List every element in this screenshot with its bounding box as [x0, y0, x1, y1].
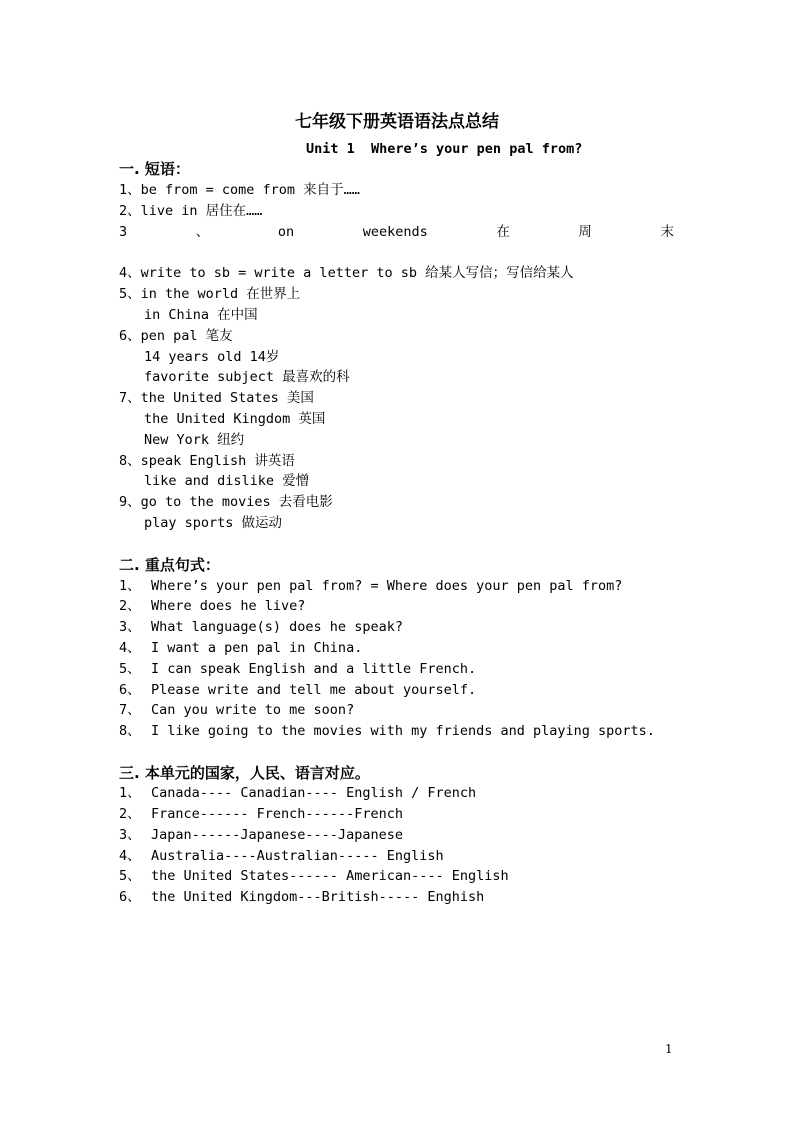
phrase-word: 在: [496, 224, 510, 240]
unit-title: Unit 1 Where’s your pen pal from?: [306, 141, 583, 157]
page-title: 七年级下册英语语法点总结: [295, 112, 499, 132]
country-line: [119, 783, 476, 804]
phrase-word: 末: [660, 224, 674, 240]
phrase-line: New York 纽约: [144, 432, 245, 448]
sentence-number: 7、: [119, 702, 141, 718]
phrase-line: 1、be from = come from 来自于……: [119, 182, 360, 198]
sentence-text: Can you write to me soon?: [151, 702, 355, 718]
country-number: 3、: [119, 827, 141, 843]
phrase-line: favorite subject 最喜欢的科: [144, 369, 350, 385]
country-text: Canada---- Canadian---- English / French: [151, 785, 477, 801]
phrase-line: 9、go to the movies 去看电影: [119, 494, 333, 510]
country-line: [119, 846, 444, 867]
sentence-line: [119, 576, 622, 597]
country-text: the United States------ American---- English: [151, 868, 509, 884]
country-number: 6、: [119, 889, 141, 905]
sentence-line: [119, 617, 403, 638]
sentence-line: [119, 659, 476, 680]
phrase-line: 5、in the world 在世界上: [119, 286, 301, 302]
phrase-line: play sports 做运动: [144, 515, 283, 531]
phrase-line: 8、speak English 讲英语: [119, 453, 295, 469]
phrase-line: like and dislike 爱憎: [144, 473, 310, 489]
phrase-line: 4、write to sb = write a letter to sb 给某人写信；写信给某人: [119, 265, 574, 281]
section-heading-countries: 三. 本单元的国家，人民、语言对应。: [119, 764, 370, 782]
country-number: 5、: [119, 868, 141, 884]
sentence-text: I like going to the movies with my friends and playing sports.: [151, 723, 655, 739]
phrase-word: 周: [578, 224, 592, 240]
phrase-line: in China 在中国: [144, 307, 258, 323]
sentence-text: I can speak English and a little French.: [151, 661, 477, 677]
country-text: France------ French------French: [151, 806, 403, 822]
country-line: [119, 825, 403, 846]
phrase-line: 14 years old 14岁: [144, 349, 280, 365]
sentence-number: 3、: [119, 619, 141, 635]
country-line: [119, 887, 484, 908]
country-number: 1、: [119, 785, 141, 801]
sentence-line: [119, 721, 655, 742]
country-text: the United Kingdom---British----- Enghish: [151, 889, 485, 905]
country-line: [119, 804, 403, 825]
sentence-number: 5、: [119, 661, 141, 677]
sentence-number: 4、: [119, 640, 141, 656]
page-number: 1: [665, 1042, 673, 1056]
section-heading-phrases: 一. 短语：: [119, 160, 190, 178]
phrase-line: the United Kingdom 英国: [144, 411, 326, 427]
phrase-word: 3: [119, 224, 128, 240]
sentence-number: 2、: [119, 598, 141, 614]
sentence-text: Where does he live?: [151, 598, 306, 614]
country-text: Japan------Japanese----Japanese: [151, 827, 403, 843]
phrase-word: on: [277, 224, 295, 240]
sentence-number: 8、: [119, 723, 141, 739]
sentence-text: What language(s) does he speak?: [151, 619, 403, 635]
section-heading-sentences: 二. 重点句式：: [119, 556, 220, 574]
sentence-text: Where’s your pen pal from? = Where does your pen pal from?: [151, 578, 623, 594]
phrase-word: 、: [195, 224, 210, 240]
phrase-line: 2、live in 居住在……: [119, 203, 263, 219]
country-text: Australia----Australian----- English: [151, 848, 444, 864]
sentence-line: [119, 596, 305, 617]
phrase-line: 7、the United States 美国: [119, 390, 314, 406]
phrase-word: weekends: [362, 224, 428, 240]
sentence-line: [119, 700, 354, 721]
phrase-line: 6、pen pal 笔友: [119, 328, 233, 344]
sentence-line: [119, 638, 362, 659]
country-number: 4、: [119, 848, 141, 864]
sentence-number: 6、: [119, 682, 141, 698]
sentence-line: [119, 680, 476, 701]
country-number: 2、: [119, 806, 141, 822]
sentence-number: 1、: [119, 578, 141, 594]
sentence-text: I want a pen pal in China.: [151, 640, 363, 656]
sentence-text: Please write and tell me about yourself.: [151, 682, 477, 698]
country-line: [119, 866, 509, 887]
phrase-line-justified: [119, 222, 674, 243]
